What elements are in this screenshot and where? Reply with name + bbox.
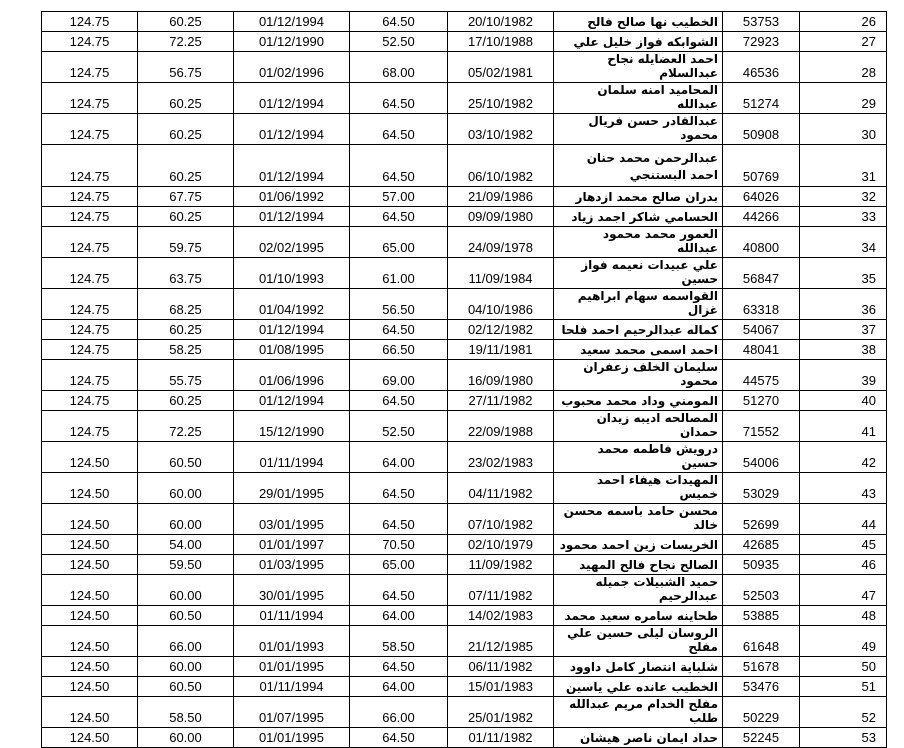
- birth-date-cell: 20/10/1982: [448, 12, 554, 32]
- mark-cell: 64.00: [350, 677, 448, 697]
- total-cell: 124.50: [42, 677, 138, 697]
- birth-date-cell: 21/09/1986: [448, 187, 554, 207]
- total-cell: 124.75: [42, 320, 138, 340]
- score-cell: 63.75: [138, 258, 234, 289]
- birth-date-cell: 02/12/1982: [448, 320, 554, 340]
- row-number-cell: 31: [800, 145, 887, 187]
- table-row: [42, 504, 887, 535]
- row-number-cell: 36: [800, 289, 887, 320]
- id-cell: 54067: [723, 320, 800, 340]
- applicants-table: [41, 11, 887, 748]
- name-cell: المهيدات هيفاء احمد خميس: [554, 473, 723, 504]
- score-cell: 55.75: [138, 360, 234, 391]
- row-number-cell: 33: [800, 207, 887, 227]
- total-cell: 124.50: [42, 555, 138, 575]
- birth-date-cell: 14/02/1983: [448, 606, 554, 626]
- mark-cell: 64.50: [350, 657, 448, 677]
- id-cell: 64026: [723, 187, 800, 207]
- table-row: [42, 289, 887, 320]
- appointment-date-cell: 01/02/1996: [234, 52, 350, 83]
- appointment-date-cell: 01/12/1994: [234, 207, 350, 227]
- birth-date-cell: 11/09/1982: [448, 555, 554, 575]
- birth-date-cell: 05/02/1981: [448, 52, 554, 83]
- birth-date-cell: 04/10/1986: [448, 289, 554, 320]
- id-cell: 52245: [723, 728, 800, 748]
- name-cell: احمد العضايله نجاح عبدالسلام: [554, 52, 723, 83]
- name-cell: بدران صالح محمد ازدهار: [554, 187, 723, 207]
- score-cell: 66.00: [138, 626, 234, 657]
- table-row: [42, 227, 887, 258]
- row-number-cell: 52: [800, 697, 887, 728]
- id-cell: 50769: [723, 145, 800, 187]
- table-row: [42, 677, 887, 697]
- score-cell: 68.25: [138, 289, 234, 320]
- birth-date-cell: 24/09/1978: [448, 227, 554, 258]
- applicants-sheet: [41, 11, 886, 748]
- row-number-cell: 29: [800, 83, 887, 114]
- total-cell: 124.75: [42, 227, 138, 258]
- total-cell: 124.75: [42, 145, 138, 187]
- mark-cell: 70.50: [350, 535, 448, 555]
- id-cell: 50935: [723, 555, 800, 575]
- score-cell: 59.75: [138, 227, 234, 258]
- mark-cell: 64.00: [350, 442, 448, 473]
- id-cell: 44266: [723, 207, 800, 227]
- total-cell: 124.75: [42, 289, 138, 320]
- total-cell: 124.50: [42, 728, 138, 748]
- row-number-cell: 44: [800, 504, 887, 535]
- mark-cell: 56.50: [350, 289, 448, 320]
- table-row: [42, 52, 887, 83]
- name-cell: العمور محمد محمود عبدالله: [554, 227, 723, 258]
- row-number-cell: 35: [800, 258, 887, 289]
- mark-cell: 64.50: [350, 83, 448, 114]
- appointment-date-cell: 01/12/1994: [234, 12, 350, 32]
- row-number-cell: 42: [800, 442, 887, 473]
- table-row: [42, 473, 887, 504]
- total-cell: 124.75: [42, 83, 138, 114]
- row-number-cell: 50: [800, 657, 887, 677]
- mark-cell: 66.50: [350, 340, 448, 360]
- total-cell: 124.75: [42, 411, 138, 442]
- score-cell: 60.50: [138, 677, 234, 697]
- total-cell: 124.75: [42, 114, 138, 145]
- total-cell: 124.50: [42, 626, 138, 657]
- appointment-date-cell: 01/01/1995: [234, 728, 350, 748]
- appointment-date-cell: 01/01/1997: [234, 535, 350, 555]
- table-row: [42, 187, 887, 207]
- id-cell: 53885: [723, 606, 800, 626]
- row-number-cell: 32: [800, 187, 887, 207]
- name-cell: احمد اسمى محمد سعيد: [554, 340, 723, 360]
- name-cell: علي عبيدات نعيمه فواز حسين: [554, 258, 723, 289]
- mark-cell: 64.00: [350, 606, 448, 626]
- appointment-date-cell: 15/12/1990: [234, 411, 350, 442]
- score-cell: 56.75: [138, 52, 234, 83]
- mark-cell: 52.50: [350, 411, 448, 442]
- table-row: [42, 83, 887, 114]
- appointment-date-cell: 01/04/1992: [234, 289, 350, 320]
- name-cell: سليمان الخلف زعفران محمود: [554, 360, 723, 391]
- name-cell: شلباية انتصار كامل داوود: [554, 657, 723, 677]
- id-cell: 72923: [723, 32, 800, 52]
- id-cell: 51270: [723, 391, 800, 411]
- table-row: [42, 411, 887, 442]
- score-cell: 60.00: [138, 657, 234, 677]
- table-row: [42, 391, 887, 411]
- name-cell: الصالح نجاح فالح المهيد: [554, 555, 723, 575]
- score-cell: 67.75: [138, 187, 234, 207]
- id-cell: 46536: [723, 52, 800, 83]
- mark-cell: 68.00: [350, 52, 448, 83]
- table-row: [42, 606, 887, 626]
- row-number-cell: 30: [800, 114, 887, 145]
- birth-date-cell: 11/09/1984: [448, 258, 554, 289]
- birth-date-cell: 06/10/1982: [448, 145, 554, 187]
- table-row: [42, 626, 887, 657]
- name-cell: الخريسات زين احمد محمود: [554, 535, 723, 555]
- table-row: [42, 575, 887, 606]
- appointment-date-cell: 01/12/1994: [234, 320, 350, 340]
- mark-cell: 66.00: [350, 697, 448, 728]
- row-number-cell: 46: [800, 555, 887, 575]
- table-row: [42, 697, 887, 728]
- id-cell: 71552: [723, 411, 800, 442]
- mark-cell: 52.50: [350, 32, 448, 52]
- table-row: [42, 555, 887, 575]
- birth-date-cell: 02/10/1979: [448, 535, 554, 555]
- mark-cell: 64.50: [350, 473, 448, 504]
- id-cell: 53029: [723, 473, 800, 504]
- appointment-date-cell: 01/12/1994: [234, 391, 350, 411]
- name-cell: عبدالرحمن محمد حنان احمد البستنجي: [554, 145, 723, 187]
- name-cell: الشوابكه فواز خليل علي: [554, 32, 723, 52]
- name-cell: حميد الشبيلات جميله عبدالرحيم: [554, 575, 723, 606]
- birth-date-cell: 03/10/1982: [448, 114, 554, 145]
- name-cell: درويش فاطمه محمد حسين: [554, 442, 723, 473]
- table-row: [42, 145, 887, 187]
- row-number-cell: 37: [800, 320, 887, 340]
- total-cell: 124.75: [42, 207, 138, 227]
- table-row: [42, 535, 887, 555]
- table-row: [42, 258, 887, 289]
- score-cell: 60.25: [138, 145, 234, 187]
- name-cell: الروسان ليلى حسين علي مفلح: [554, 626, 723, 657]
- birth-date-cell: 23/02/1983: [448, 442, 554, 473]
- id-cell: 53476: [723, 677, 800, 697]
- name-cell: حداد ايمان ناصر هيشان: [554, 728, 723, 748]
- appointment-date-cell: 01/07/1995: [234, 697, 350, 728]
- appointment-date-cell: 01/10/1993: [234, 258, 350, 289]
- appointment-date-cell: 01/11/1994: [234, 677, 350, 697]
- name-cell: كماله عبدالرحيم احمد فلحا: [554, 320, 723, 340]
- score-cell: 72.25: [138, 411, 234, 442]
- row-number-cell: 41: [800, 411, 887, 442]
- appointment-date-cell: 02/02/1995: [234, 227, 350, 258]
- row-number-cell: 39: [800, 360, 887, 391]
- score-cell: 60.25: [138, 207, 234, 227]
- id-cell: 50229: [723, 697, 800, 728]
- mark-cell: 64.50: [350, 12, 448, 32]
- total-cell: 124.50: [42, 575, 138, 606]
- id-cell: 54006: [723, 442, 800, 473]
- score-cell: 60.50: [138, 442, 234, 473]
- appointment-date-cell: 01/12/1990: [234, 32, 350, 52]
- table-row: [42, 442, 887, 473]
- id-cell: 51678: [723, 657, 800, 677]
- birth-date-cell: 07/11/1982: [448, 575, 554, 606]
- table-row: [42, 32, 887, 52]
- total-cell: 124.50: [42, 606, 138, 626]
- score-cell: 60.25: [138, 12, 234, 32]
- score-cell: 60.25: [138, 391, 234, 411]
- appointment-date-cell: 01/03/1995: [234, 555, 350, 575]
- row-number-cell: 43: [800, 473, 887, 504]
- table-row: [42, 12, 887, 32]
- mark-cell: 69.00: [350, 360, 448, 391]
- mark-cell: 64.50: [350, 145, 448, 187]
- birth-date-cell: 25/10/1982: [448, 83, 554, 114]
- appointment-date-cell: 01/12/1994: [234, 114, 350, 145]
- total-cell: 124.75: [42, 12, 138, 32]
- total-cell: 124.75: [42, 258, 138, 289]
- name-cell: القواسمه سهام ابراهيم غزال: [554, 289, 723, 320]
- name-cell: المحاميد امنه سلمان عبدالله: [554, 83, 723, 114]
- birth-date-cell: 17/10/1988: [448, 32, 554, 52]
- score-cell: 54.00: [138, 535, 234, 555]
- table-row: [42, 114, 887, 145]
- mark-cell: 61.00: [350, 258, 448, 289]
- total-cell: 124.50: [42, 442, 138, 473]
- score-cell: 60.50: [138, 606, 234, 626]
- name-cell: عبدالقادر حسن فريال محمود: [554, 114, 723, 145]
- id-cell: 63318: [723, 289, 800, 320]
- birth-date-cell: 04/11/1982: [448, 473, 554, 504]
- row-number-cell: 47: [800, 575, 887, 606]
- id-cell: 44575: [723, 360, 800, 391]
- birth-date-cell: 15/01/1983: [448, 677, 554, 697]
- total-cell: 124.50: [42, 657, 138, 677]
- row-number-cell: 40: [800, 391, 887, 411]
- score-cell: 60.00: [138, 728, 234, 748]
- row-number-cell: 28: [800, 52, 887, 83]
- mark-cell: 64.50: [350, 320, 448, 340]
- name-cell: محسن حامد باسمه محسن خالد: [554, 504, 723, 535]
- name-cell: مفلح الخدام مريم عبدالله طلب: [554, 697, 723, 728]
- id-cell: 52699: [723, 504, 800, 535]
- score-cell: 72.25: [138, 32, 234, 52]
- table-body: [42, 12, 887, 748]
- row-number-cell: 53: [800, 728, 887, 748]
- id-cell: 61648: [723, 626, 800, 657]
- id-cell: 50908: [723, 114, 800, 145]
- total-cell: 124.50: [42, 473, 138, 504]
- appointment-date-cell: 03/01/1995: [234, 504, 350, 535]
- row-number-cell: 48: [800, 606, 887, 626]
- score-cell: 58.25: [138, 340, 234, 360]
- appointment-date-cell: 01/12/1994: [234, 83, 350, 114]
- birth-date-cell: 06/11/1982: [448, 657, 554, 677]
- score-cell: 59.50: [138, 555, 234, 575]
- row-number-cell: 34: [800, 227, 887, 258]
- total-cell: 124.75: [42, 32, 138, 52]
- id-cell: 48041: [723, 340, 800, 360]
- total-cell: 124.50: [42, 535, 138, 555]
- mark-cell: 65.00: [350, 555, 448, 575]
- birth-date-cell: 07/10/1982: [448, 504, 554, 535]
- mark-cell: 58.50: [350, 626, 448, 657]
- birth-date-cell: 27/11/1982: [448, 391, 554, 411]
- score-cell: 60.00: [138, 473, 234, 504]
- row-number-cell: 38: [800, 340, 887, 360]
- id-cell: 42685: [723, 535, 800, 555]
- score-cell: 60.00: [138, 504, 234, 535]
- row-number-cell: 51: [800, 677, 887, 697]
- mark-cell: 64.50: [350, 114, 448, 145]
- name-cell: طحاينه سامره سعيد محمد: [554, 606, 723, 626]
- appointment-date-cell: 29/01/1995: [234, 473, 350, 504]
- appointment-date-cell: 30/01/1995: [234, 575, 350, 606]
- mark-cell: 64.50: [350, 728, 448, 748]
- row-number-cell: 49: [800, 626, 887, 657]
- total-cell: 124.75: [42, 360, 138, 391]
- appointment-date-cell: 01/01/1995: [234, 657, 350, 677]
- appointment-date-cell: 01/11/1994: [234, 606, 350, 626]
- name-cell: المصالحه اديبه زيدان حمدان: [554, 411, 723, 442]
- mark-cell: 64.50: [350, 575, 448, 606]
- mark-cell: 64.50: [350, 207, 448, 227]
- total-cell: 124.75: [42, 187, 138, 207]
- row-number-cell: 45: [800, 535, 887, 555]
- name-cell: المومني وداد محمد محبوب: [554, 391, 723, 411]
- birth-date-cell: 01/11/1982: [448, 728, 554, 748]
- total-cell: 124.75: [42, 391, 138, 411]
- birth-date-cell: 21/12/1985: [448, 626, 554, 657]
- appointment-date-cell: 01/06/1992: [234, 187, 350, 207]
- score-cell: 60.25: [138, 114, 234, 145]
- appointment-date-cell: 01/08/1995: [234, 340, 350, 360]
- table-row: [42, 320, 887, 340]
- appointment-date-cell: 01/06/1996: [234, 360, 350, 391]
- appointment-date-cell: 01/01/1993: [234, 626, 350, 657]
- total-cell: 124.50: [42, 504, 138, 535]
- birth-date-cell: 19/11/1981: [448, 340, 554, 360]
- appointment-date-cell: 01/12/1994: [234, 145, 350, 187]
- table-row: [42, 340, 887, 360]
- mark-cell: 65.00: [350, 227, 448, 258]
- birth-date-cell: 25/01/1982: [448, 697, 554, 728]
- mark-cell: 57.00: [350, 187, 448, 207]
- total-cell: 124.75: [42, 340, 138, 360]
- name-cell: الخطيب عانده علي ياسين: [554, 677, 723, 697]
- birth-date-cell: 16/09/1980: [448, 360, 554, 391]
- table-row: [42, 728, 887, 748]
- total-cell: 124.75: [42, 52, 138, 83]
- row-number-cell: 26: [800, 12, 887, 32]
- name-cell: الحسامي شاكر اجمد زياد: [554, 207, 723, 227]
- birth-date-cell: 22/09/1988: [448, 411, 554, 442]
- mark-cell: 64.50: [350, 391, 448, 411]
- id-cell: 52503: [723, 575, 800, 606]
- score-cell: 58.50: [138, 697, 234, 728]
- birth-date-cell: 09/09/1980: [448, 207, 554, 227]
- name-cell: الخطيب نها صالح فالح: [554, 12, 723, 32]
- score-cell: 60.25: [138, 320, 234, 340]
- id-cell: 56847: [723, 258, 800, 289]
- appointment-date-cell: 01/11/1994: [234, 442, 350, 473]
- id-cell: 53753: [723, 12, 800, 32]
- mark-cell: 64.50: [350, 504, 448, 535]
- table-row: [42, 360, 887, 391]
- table-row: [42, 207, 887, 227]
- row-number-cell: 27: [800, 32, 887, 52]
- score-cell: 60.00: [138, 575, 234, 606]
- total-cell: 124.50: [42, 697, 138, 728]
- id-cell: 40800: [723, 227, 800, 258]
- score-cell: 60.25: [138, 83, 234, 114]
- id-cell: 51274: [723, 83, 800, 114]
